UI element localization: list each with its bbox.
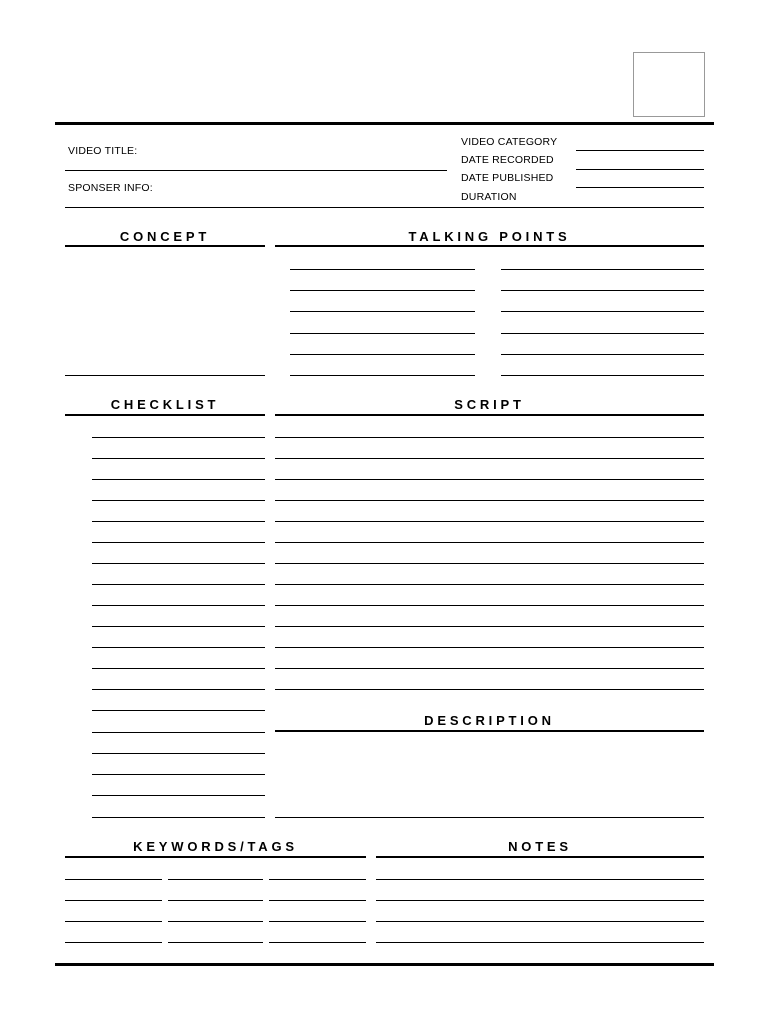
video-title-line[interactable] bbox=[65, 170, 447, 171]
keyword-line[interactable] bbox=[168, 879, 263, 880]
script-line[interactable] bbox=[275, 521, 704, 522]
checklist-line[interactable] bbox=[92, 479, 265, 480]
script-line[interactable] bbox=[275, 584, 704, 585]
description-heading-rule bbox=[275, 730, 704, 732]
checklist-line[interactable] bbox=[92, 753, 265, 754]
script-line[interactable] bbox=[275, 500, 704, 501]
checklist-line[interactable] bbox=[92, 500, 265, 501]
checklist-line[interactable] bbox=[92, 647, 265, 648]
notes-line[interactable] bbox=[376, 879, 704, 880]
keyword-line[interactable] bbox=[168, 921, 263, 922]
checklist-line[interactable] bbox=[92, 521, 265, 522]
keyword-line[interactable] bbox=[168, 900, 263, 901]
description-bottom-line[interactable] bbox=[275, 817, 704, 818]
checklist-line[interactable] bbox=[92, 817, 265, 818]
script-line[interactable] bbox=[275, 668, 704, 669]
checklist-heading-rule bbox=[65, 414, 265, 416]
talking-point-line[interactable] bbox=[501, 354, 704, 355]
date-recorded-label: DATE RECORDED bbox=[461, 154, 554, 166]
checklist-line[interactable] bbox=[92, 668, 265, 669]
script-line[interactable] bbox=[275, 437, 704, 438]
talking-point-line[interactable] bbox=[501, 269, 704, 270]
checklist-heading: CHECKLIST bbox=[110, 397, 220, 412]
talking-points-heading: TALKING POINTS bbox=[408, 229, 571, 244]
talking-point-line[interactable] bbox=[290, 333, 475, 334]
script-line[interactable] bbox=[275, 647, 704, 648]
checklist-line[interactable] bbox=[92, 437, 265, 438]
thumbnail-box[interactable] bbox=[633, 52, 705, 117]
script-line[interactable] bbox=[275, 626, 704, 627]
keyword-line[interactable] bbox=[269, 942, 366, 943]
concept-heading-rule bbox=[65, 245, 265, 247]
notes-heading-rule bbox=[376, 856, 704, 858]
sponsor-info-label: SPONSER INFO: bbox=[68, 182, 153, 194]
checklist-line[interactable] bbox=[92, 584, 265, 585]
talking-point-line[interactable] bbox=[290, 269, 475, 270]
video-category-line[interactable] bbox=[576, 150, 704, 151]
keyword-line[interactable] bbox=[269, 879, 366, 880]
script-heading-rule bbox=[275, 414, 704, 416]
notes-line[interactable] bbox=[376, 900, 704, 901]
header-bottom-line bbox=[65, 207, 704, 208]
talking-point-line[interactable] bbox=[501, 311, 704, 312]
script-heading: SCRIPT bbox=[454, 397, 525, 412]
date-published-line[interactable] bbox=[576, 187, 704, 188]
script-line[interactable] bbox=[275, 563, 704, 564]
date-published-label: DATE PUBLISHED bbox=[461, 172, 554, 184]
keyword-line[interactable] bbox=[269, 900, 366, 901]
script-line[interactable] bbox=[275, 479, 704, 480]
checklist-line[interactable] bbox=[92, 563, 265, 564]
talking-point-line[interactable] bbox=[501, 375, 704, 376]
keywords-tags-heading-rule bbox=[65, 856, 366, 858]
talking-point-line[interactable] bbox=[501, 290, 704, 291]
keyword-line[interactable] bbox=[269, 921, 366, 922]
talking-point-line[interactable] bbox=[290, 311, 475, 312]
keywords-tags-heading: KEYWORDS/TAGS bbox=[133, 839, 298, 854]
talking-point-line[interactable] bbox=[290, 354, 475, 355]
keyword-line[interactable] bbox=[65, 921, 162, 922]
date-recorded-line[interactable] bbox=[576, 169, 704, 170]
notes-line[interactable] bbox=[376, 921, 704, 922]
checklist-line[interactable] bbox=[92, 795, 265, 796]
script-line[interactable] bbox=[275, 605, 704, 606]
duration-label: DURATION bbox=[461, 191, 517, 203]
keyword-line[interactable] bbox=[65, 900, 162, 901]
concept-heading: CONCEPT bbox=[119, 229, 211, 244]
checklist-line[interactable] bbox=[92, 732, 265, 733]
bottom-rule bbox=[55, 963, 714, 966]
checklist-line[interactable] bbox=[92, 605, 265, 606]
concept-bottom-line[interactable] bbox=[65, 375, 265, 376]
checklist-line[interactable] bbox=[92, 542, 265, 543]
script-line[interactable] bbox=[275, 689, 704, 690]
keyword-line[interactable] bbox=[168, 942, 263, 943]
video-title-label: VIDEO TITLE: bbox=[68, 145, 138, 157]
keyword-line[interactable] bbox=[65, 942, 162, 943]
script-line[interactable] bbox=[275, 542, 704, 543]
script-line[interactable] bbox=[275, 458, 704, 459]
checklist-line[interactable] bbox=[92, 626, 265, 627]
talking-points-heading-rule bbox=[275, 245, 704, 247]
notes-heading: NOTES bbox=[508, 839, 572, 854]
checklist-line[interactable] bbox=[92, 774, 265, 775]
description-heading: DESCRIPTION bbox=[424, 713, 555, 728]
checklist-line[interactable] bbox=[92, 458, 265, 459]
checklist-line[interactable] bbox=[92, 710, 265, 711]
top-rule bbox=[55, 122, 714, 125]
talking-point-line[interactable] bbox=[290, 290, 475, 291]
checklist-line[interactable] bbox=[92, 689, 265, 690]
keyword-line[interactable] bbox=[65, 879, 162, 880]
talking-point-line[interactable] bbox=[501, 333, 704, 334]
talking-point-line[interactable] bbox=[290, 375, 475, 376]
notes-line[interactable] bbox=[376, 942, 704, 943]
video-category-label: VIDEO CATEGORY bbox=[461, 136, 558, 148]
